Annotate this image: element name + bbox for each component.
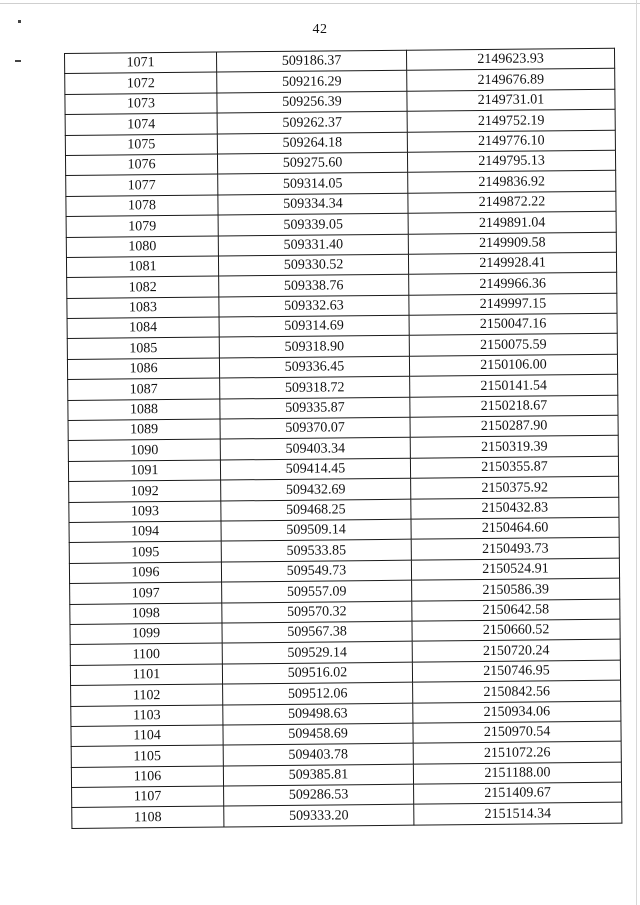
x-coordinate-cell: 509570.32 (222, 601, 412, 623)
x-coordinate-cell: 509338.76 (219, 274, 409, 296)
x-coordinate-cell: 509333.20 (224, 805, 414, 827)
x-coordinate-cell: 509339.05 (218, 213, 408, 235)
x-coordinate-cell: 509403.34 (220, 438, 410, 460)
x-coordinate-cell: 509332.63 (219, 295, 409, 317)
point-number-cell: 1102 (71, 684, 223, 706)
coordinates-table-wrapper (64, 48, 621, 829)
y-coordinate-cell: 2150934.06 (413, 701, 621, 723)
y-coordinate-cell: 2150586.39 (412, 578, 620, 600)
x-coordinate-cell: 509385.81 (223, 764, 413, 786)
point-number-cell: 1101 (70, 664, 222, 686)
coordinates-table (64, 48, 622, 829)
x-coordinate-cell: 509262.37 (217, 111, 407, 133)
y-coordinate-cell: 2151072.26 (413, 741, 621, 763)
point-number-cell: 1084 (67, 317, 219, 339)
point-number-cell: 1088 (68, 399, 220, 421)
page-right-edge (636, 0, 637, 905)
point-number-cell: 1080 (66, 236, 218, 258)
x-coordinate-cell: 509370.07 (220, 417, 410, 439)
point-number-cell: 1107 (72, 786, 224, 808)
x-coordinate-cell: 509529.14 (222, 642, 412, 664)
y-coordinate-cell: 2150524.91 (411, 558, 619, 580)
point-number-cell: 1106 (71, 766, 223, 788)
y-coordinate-cell: 2150493.73 (411, 538, 619, 560)
x-coordinate-cell: 509516.02 (222, 662, 412, 684)
point-number-cell: 1071 (65, 52, 217, 74)
y-coordinate-cell: 2149623.93 (406, 48, 614, 70)
point-number-cell: 1081 (66, 256, 218, 278)
y-coordinate-cell: 2149909.58 (408, 232, 616, 254)
y-coordinate-cell: 2150746.95 (412, 660, 620, 682)
y-coordinate-cell: 2150355.87 (410, 456, 618, 478)
point-number-cell: 1072 (65, 72, 217, 94)
x-coordinate-cell: 509549.73 (221, 560, 411, 582)
x-coordinate-cell: 509567.38 (222, 621, 412, 643)
x-coordinate-cell: 509458.69 (223, 723, 413, 745)
x-coordinate-cell: 509314.05 (218, 173, 408, 195)
y-coordinate-cell: 2150720.24 (412, 640, 620, 662)
x-coordinate-cell: 509275.60 (217, 152, 407, 174)
page-number: 42 (312, 22, 328, 37)
x-coordinate-cell: 509286.53 (224, 784, 414, 806)
x-coordinate-cell: 509334.34 (218, 193, 408, 215)
point-number-cell: 1098 (70, 603, 222, 625)
x-coordinate-cell: 509336.45 (219, 356, 409, 378)
y-coordinate-cell: 2150106.00 (409, 354, 617, 376)
y-coordinate-cell: 2150660.52 (412, 619, 620, 641)
point-number-cell: 1108 (72, 806, 224, 828)
y-coordinate-cell: 2149752.19 (407, 109, 615, 131)
point-number-cell: 1096 (69, 562, 221, 584)
point-number-cell: 1086 (67, 358, 219, 380)
y-coordinate-cell: 2151409.67 (414, 782, 622, 804)
y-coordinate-cell: 2149997.15 (409, 293, 617, 315)
x-coordinate-cell: 509335.87 (220, 397, 410, 419)
x-coordinate-cell: 509414.45 (220, 458, 410, 480)
point-number-cell: 1085 (67, 337, 219, 359)
x-coordinate-cell: 509533.85 (221, 540, 411, 562)
y-coordinate-cell: 2150287.90 (410, 415, 618, 437)
x-coordinate-cell: 509432.69 (221, 478, 411, 500)
point-number-cell: 1082 (67, 276, 219, 298)
y-coordinate-cell: 2150464.60 (411, 517, 619, 539)
y-coordinate-cell: 2149676.89 (407, 69, 615, 91)
x-coordinate-cell: 509557.09 (222, 580, 412, 602)
y-coordinate-cell: 2149891.04 (408, 211, 616, 233)
y-coordinate-cell: 2149966.36 (409, 273, 617, 295)
point-number-cell: 1074 (65, 113, 217, 135)
y-coordinate-cell: 2150319.39 (410, 436, 618, 458)
y-coordinate-cell: 2151188.00 (413, 762, 621, 784)
point-number-cell: 1079 (66, 215, 218, 237)
point-number-cell: 1075 (65, 134, 217, 156)
x-coordinate-cell: 509264.18 (217, 132, 407, 154)
x-coordinate-cell: 509468.25 (221, 499, 411, 521)
x-coordinate-cell: 509512.06 (223, 682, 413, 704)
x-coordinate-cell: 509509.14 (221, 519, 411, 541)
y-coordinate-cell: 2149928.41 (408, 252, 616, 274)
point-number-cell: 1095 (69, 541, 221, 563)
x-coordinate-cell: 509216.29 (217, 71, 407, 93)
point-number-cell: 1099 (70, 623, 222, 645)
point-number-cell: 1093 (69, 501, 221, 523)
y-coordinate-cell: 2150842.56 (413, 680, 621, 702)
y-coordinate-cell: 2149776.10 (407, 130, 615, 152)
point-number-cell: 1100 (70, 643, 222, 665)
x-coordinate-cell: 509186.37 (216, 50, 406, 72)
point-number-cell: 1089 (68, 419, 220, 441)
point-number-cell: 1104 (71, 725, 223, 747)
x-coordinate-cell: 509498.63 (223, 703, 413, 725)
y-coordinate-cell: 2149731.01 (407, 89, 615, 111)
point-number-cell: 1103 (71, 705, 223, 727)
point-number-cell: 1097 (70, 582, 222, 604)
y-coordinate-cell: 2150075.59 (409, 334, 617, 356)
point-number-cell: 1073 (65, 93, 217, 115)
y-coordinate-cell: 2150141.54 (410, 374, 618, 396)
point-number-cell: 1087 (68, 378, 220, 400)
x-coordinate-cell: 509331.40 (218, 234, 408, 256)
y-coordinate-cell: 2149795.13 (407, 150, 615, 172)
x-coordinate-cell: 509314.69 (219, 315, 409, 337)
y-coordinate-cell: 2150970.54 (413, 721, 621, 743)
point-number-cell: 1077 (66, 174, 218, 196)
y-coordinate-cell: 2149836.92 (408, 171, 616, 193)
y-coordinate-cell: 2150642.58 (412, 599, 620, 621)
point-number-cell: 1091 (68, 460, 220, 482)
y-coordinate-cell: 2150047.16 (409, 313, 617, 335)
x-coordinate-cell: 509403.78 (223, 743, 413, 765)
y-coordinate-cell: 2150375.92 (411, 476, 619, 498)
point-number-cell: 1090 (68, 439, 220, 461)
point-number-cell: 1094 (69, 521, 221, 543)
point-number-cell: 1083 (67, 297, 219, 319)
x-coordinate-cell: 509318.90 (219, 336, 409, 358)
scan-dash (15, 60, 21, 62)
point-number-cell: 1078 (66, 195, 218, 217)
point-number-cell: 1092 (69, 480, 221, 502)
page-top-edge (0, 3, 640, 4)
y-coordinate-cell: 2150432.83 (411, 497, 619, 519)
y-coordinate-cell: 2150218.67 (410, 395, 618, 417)
point-number-cell: 1105 (71, 745, 223, 767)
y-coordinate-cell: 2151514.34 (414, 803, 622, 825)
y-coordinate-cell: 2149872.22 (408, 191, 616, 213)
coordinates-table-body (65, 48, 622, 828)
x-coordinate-cell: 509318.72 (220, 376, 410, 398)
point-number-cell: 1076 (65, 154, 217, 176)
x-coordinate-cell: 509256.39 (217, 91, 407, 113)
x-coordinate-cell: 509330.52 (218, 254, 408, 276)
